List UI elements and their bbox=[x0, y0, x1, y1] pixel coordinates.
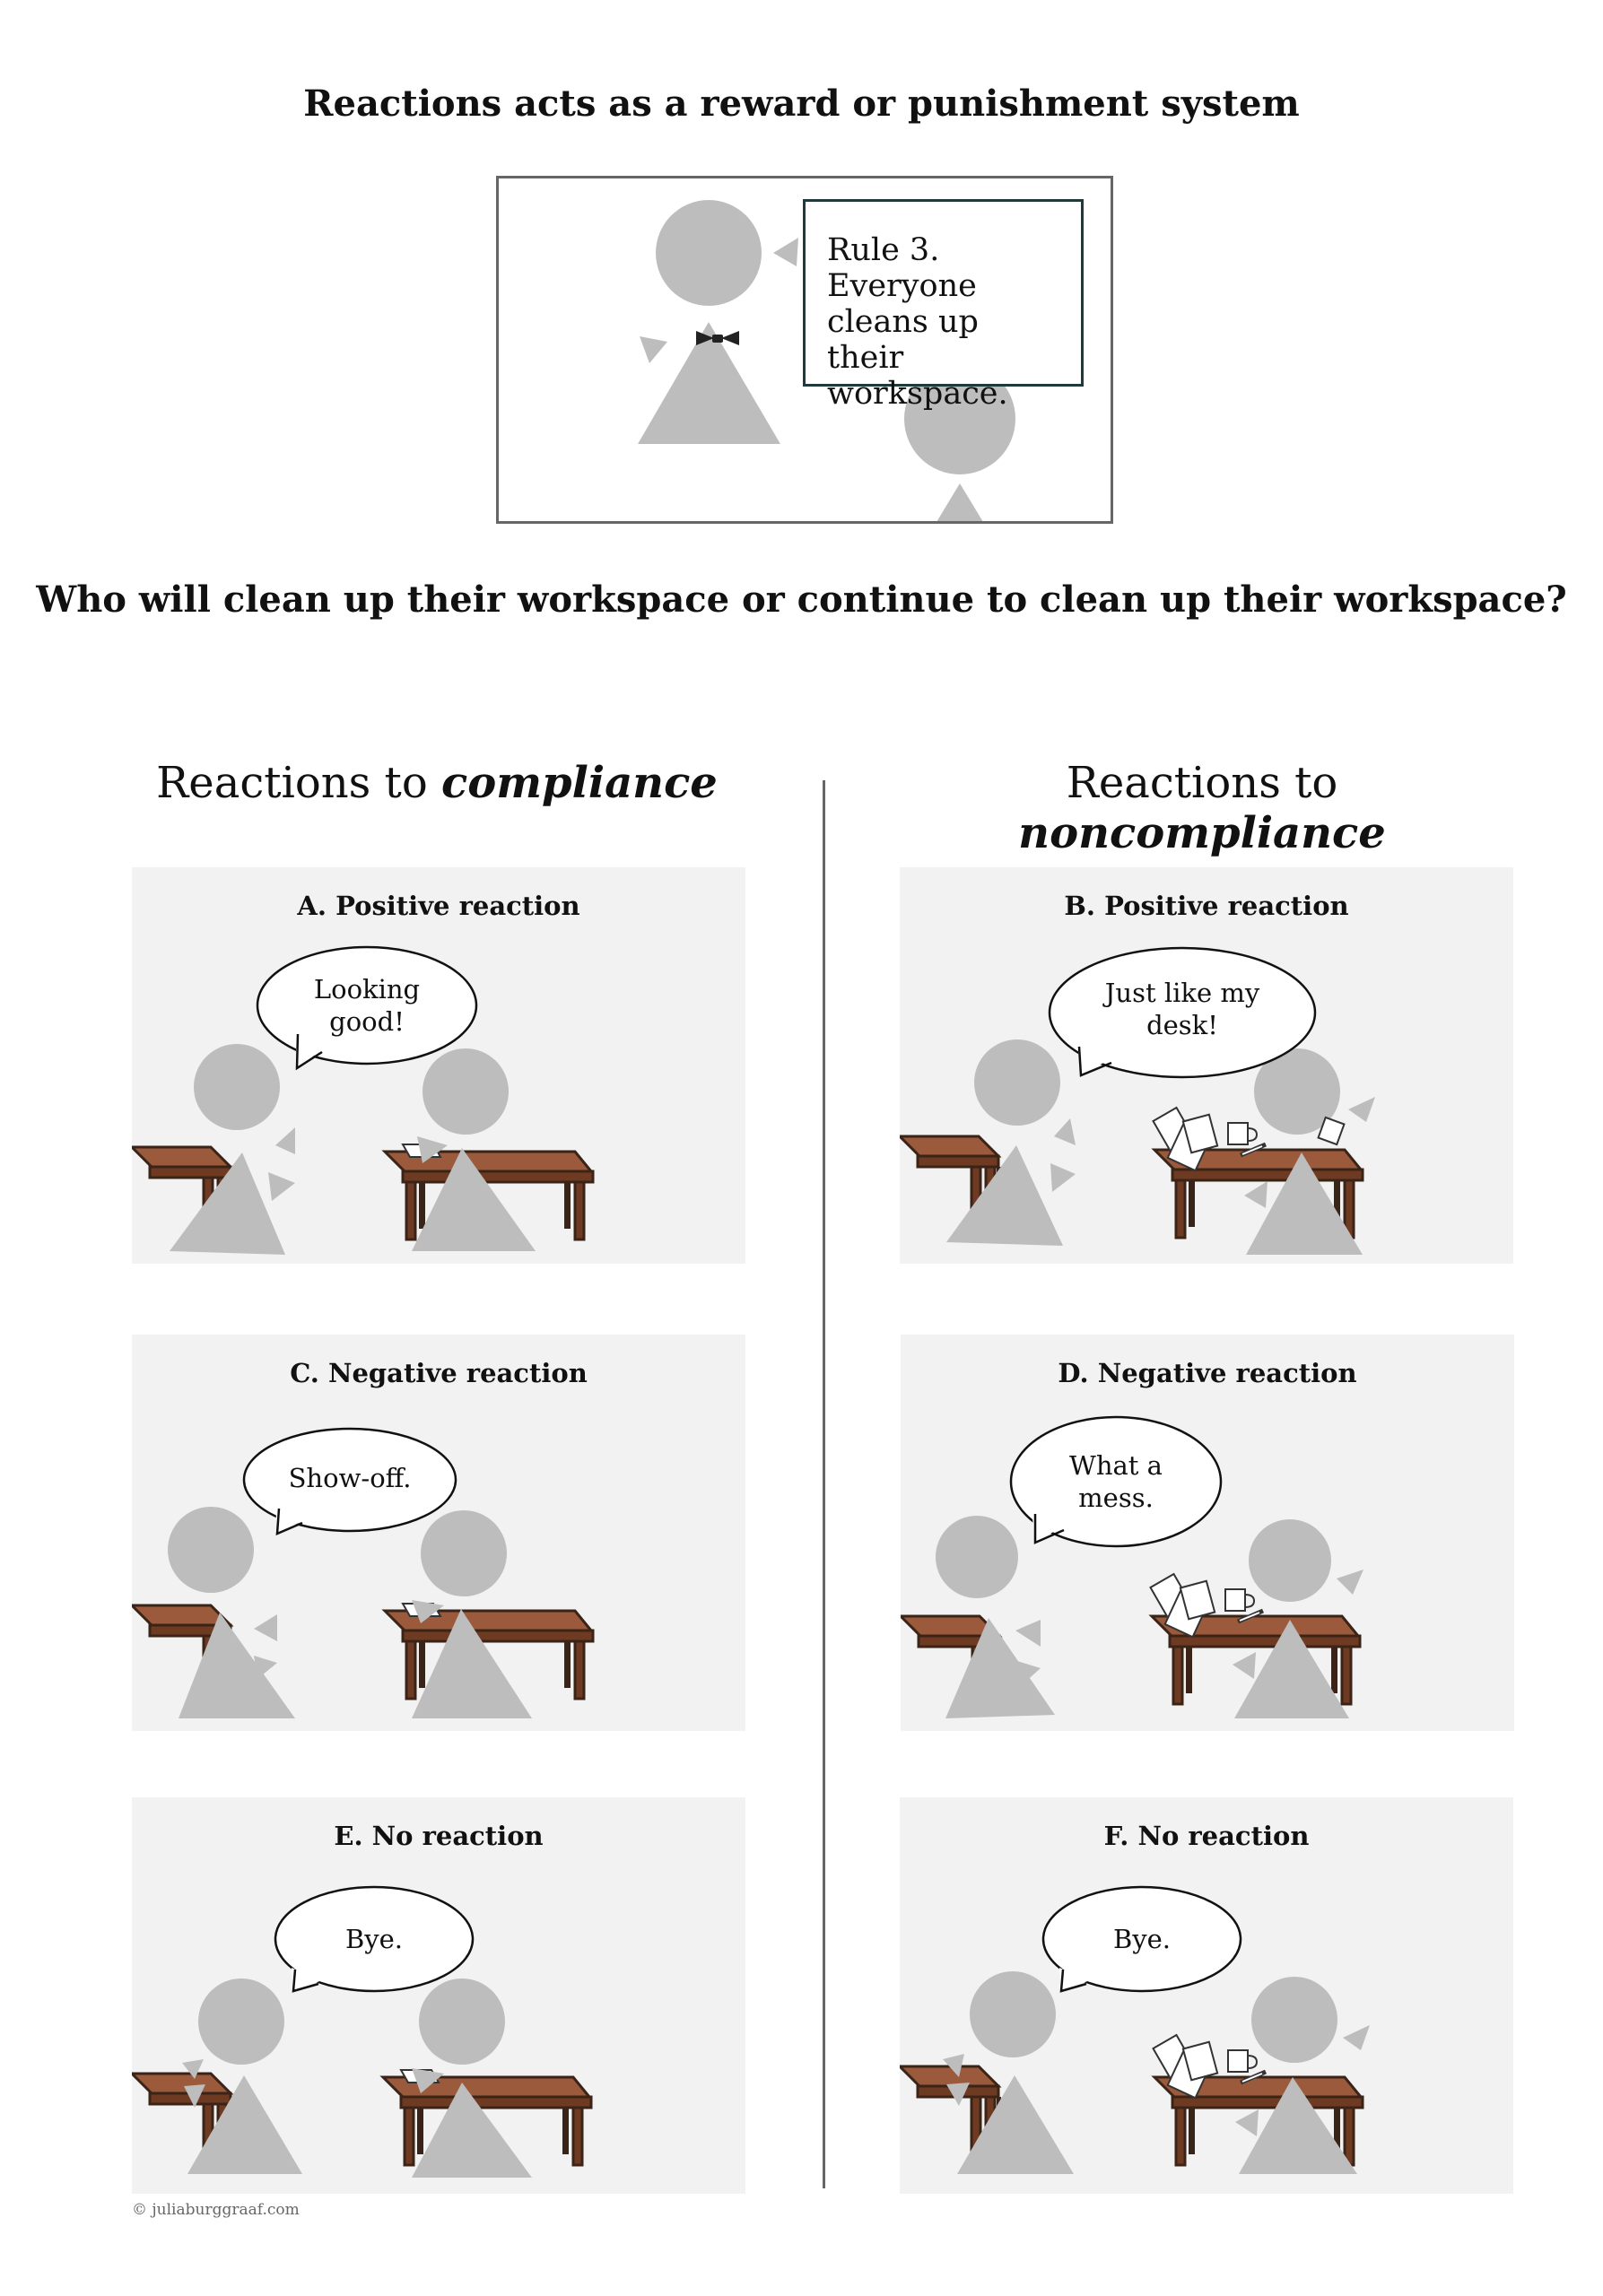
speech-line: What a bbox=[1069, 1450, 1163, 1481]
column-heading-compliance bbox=[114, 758, 760, 808]
student-body bbox=[934, 483, 986, 524]
question-text: Who will clean up their workspace or continue to clean up their workspace? bbox=[36, 578, 1567, 621]
speech-line: Just like my bbox=[1104, 978, 1260, 1008]
speech-line: Looking bbox=[313, 974, 421, 1004]
heading-emphasis: compliance bbox=[441, 758, 718, 808]
panel-b bbox=[900, 867, 1513, 1264]
panel-e-scene bbox=[132, 1797, 745, 2194]
speech-line: good! bbox=[329, 1006, 405, 1037]
panel-b-scene bbox=[900, 867, 1513, 1264]
panel-d bbox=[901, 1335, 1514, 1731]
panel-title: C. Negative reaction bbox=[290, 1358, 588, 1388]
column-divider bbox=[823, 780, 825, 2188]
panel-c bbox=[132, 1335, 745, 1731]
student-hand bbox=[1235, 2109, 1259, 2136]
teacher-hand bbox=[640, 336, 667, 363]
panel-title: F. No reaction bbox=[1103, 1821, 1310, 1851]
speech-text bbox=[1075, 977, 1290, 1041]
rule-box: Rule 3. Everyone cleans up their workspace. bbox=[803, 199, 1084, 387]
panel-title: D. Negative reaction bbox=[1058, 1358, 1357, 1388]
speaker-hand bbox=[268, 1172, 295, 1201]
speech-text bbox=[1052, 1923, 1232, 1955]
column-heading-noncompliance bbox=[879, 758, 1525, 858]
teacher-head bbox=[656, 200, 762, 306]
speech-text bbox=[260, 1462, 440, 1494]
speaker-head bbox=[194, 1044, 280, 1130]
speaker-hand bbox=[1050, 1163, 1076, 1192]
student-hand bbox=[1337, 1570, 1363, 1595]
student-hand bbox=[1343, 2025, 1370, 2050]
panel-title: A. Positive reaction bbox=[297, 891, 580, 921]
speaker-head bbox=[198, 1979, 284, 2065]
panel-c-scene bbox=[132, 1335, 745, 1731]
speech-line: Bye. bbox=[1112, 1924, 1172, 1954]
panel-a bbox=[132, 867, 745, 1264]
speech-text bbox=[1026, 1449, 1206, 1514]
panel-d-scene bbox=[901, 1335, 1514, 1731]
speaker-hand bbox=[254, 1614, 277, 1641]
speech-line: mess. bbox=[1078, 1483, 1154, 1513]
panel-e bbox=[132, 1797, 745, 2194]
panel-a-scene bbox=[132, 867, 745, 1264]
student-head bbox=[1249, 1519, 1331, 1602]
panel-f bbox=[900, 1797, 1513, 2194]
speech-text bbox=[277, 973, 457, 1038]
speaker-hand bbox=[1054, 1118, 1076, 1145]
speech-line: Bye. bbox=[344, 1924, 404, 1954]
heading-prefix: Reactions to bbox=[156, 758, 441, 808]
pointer-triangle bbox=[773, 238, 798, 266]
student-head bbox=[423, 1048, 509, 1135]
speech-text bbox=[284, 1923, 464, 1955]
heading-prefix: Reactions to bbox=[1066, 758, 1338, 808]
speaker-hand bbox=[275, 1127, 295, 1154]
panel-f-scene bbox=[900, 1797, 1513, 2194]
panel-title: B. Positive reaction bbox=[1064, 891, 1349, 921]
copyright-credit: © juliaburggraaf.com bbox=[132, 2201, 300, 2219]
speaker-head bbox=[970, 1971, 1056, 2057]
student-head bbox=[419, 1979, 505, 2065]
speaker-hand bbox=[254, 1656, 277, 1679]
speaker-hand bbox=[1015, 1620, 1041, 1647]
panel-title: E. No reaction bbox=[334, 1821, 544, 1851]
speech-line: desk! bbox=[1146, 1010, 1218, 1040]
speech-line: Show-off. bbox=[288, 1463, 412, 1493]
speaker-head bbox=[974, 1039, 1060, 1126]
intro-scene bbox=[496, 176, 1113, 524]
student-head bbox=[421, 1510, 507, 1596]
heading-emphasis: noncompliance bbox=[1018, 808, 1386, 858]
speaker-head bbox=[936, 1516, 1018, 1598]
page-title: Reactions acts as a reward or punishment system bbox=[303, 83, 1300, 125]
student-head bbox=[1251, 1977, 1337, 2063]
student-hand bbox=[1233, 1652, 1256, 1679]
speaker-head bbox=[168, 1507, 254, 1593]
student-hand bbox=[1244, 1181, 1268, 1208]
student-hand bbox=[1348, 1097, 1375, 1122]
